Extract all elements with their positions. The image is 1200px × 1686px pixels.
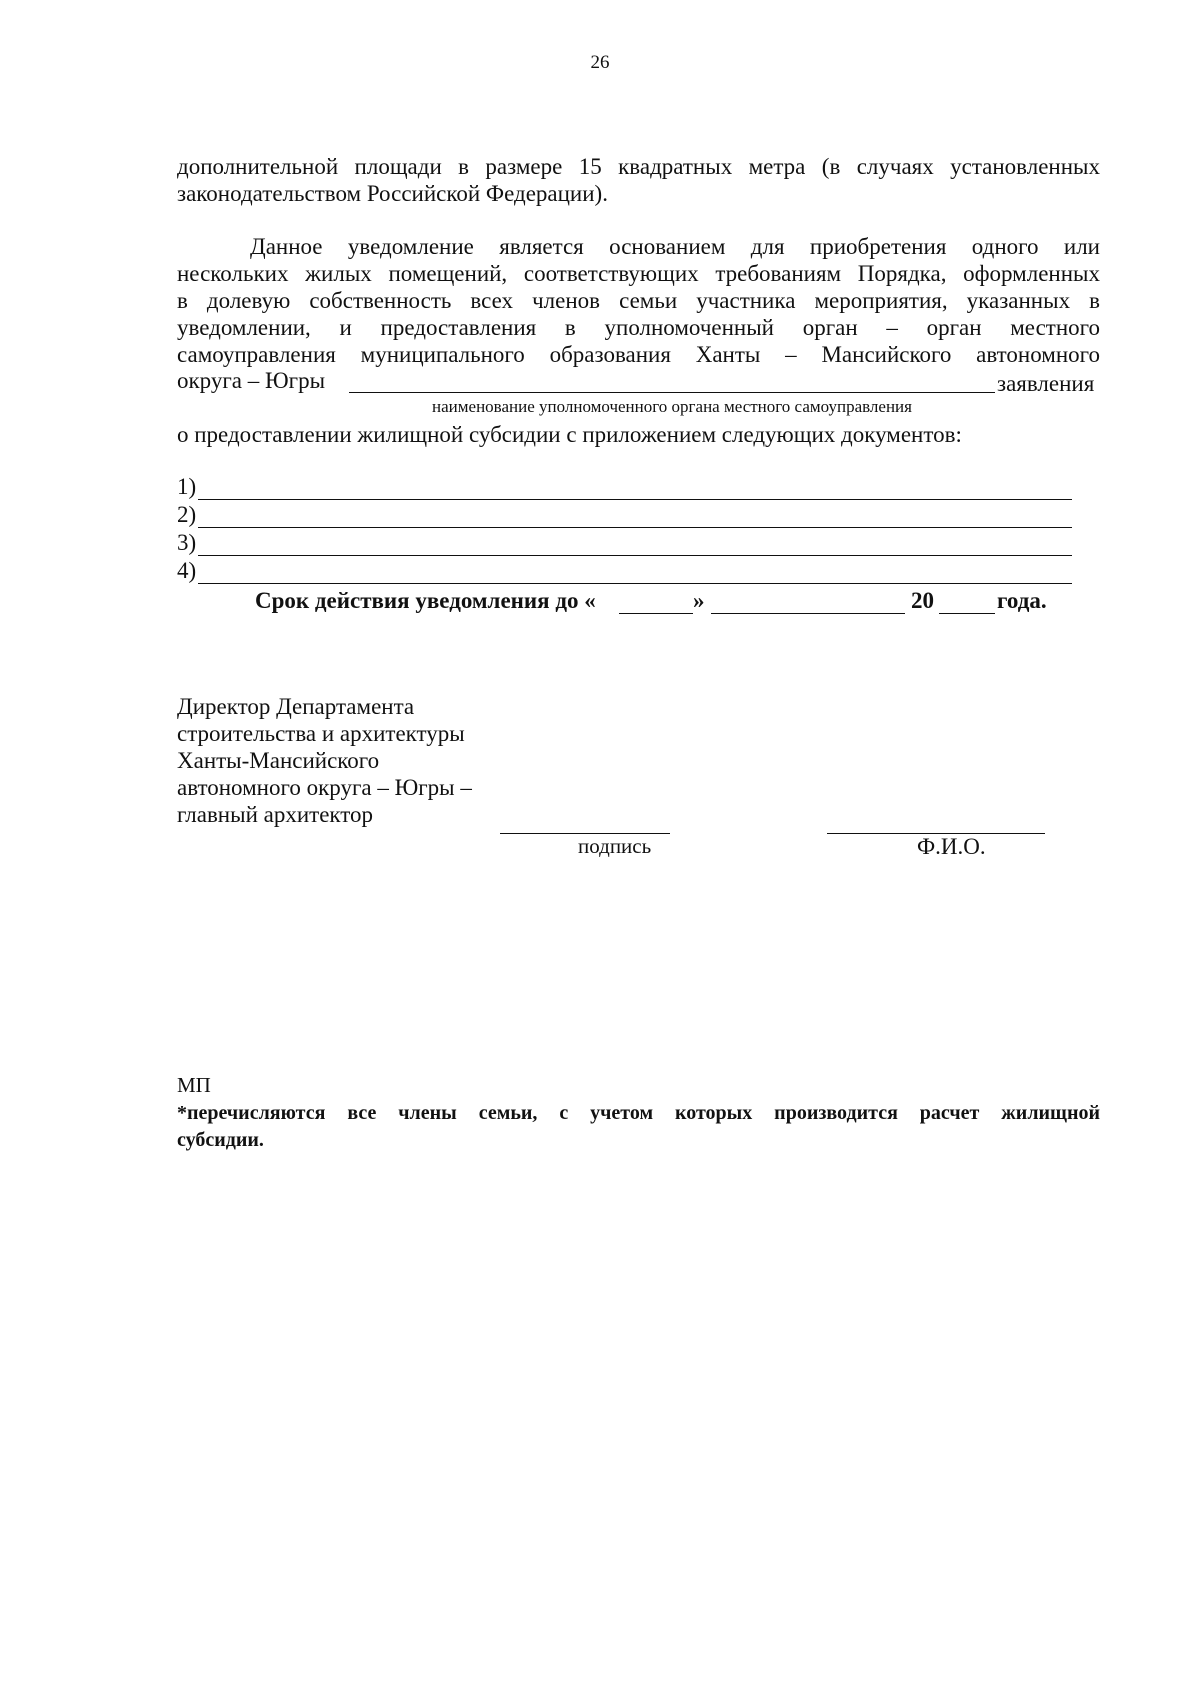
signature-caption: подпись xyxy=(578,834,652,858)
document-list-number: 3) xyxy=(177,530,197,555)
document-list-item xyxy=(177,558,1072,584)
paragraph-line-1: Данное уведомление является основанием для приобретения одного или xyxy=(250,234,1100,259)
authority-name-blank xyxy=(349,392,995,393)
validity-year-blank xyxy=(939,613,995,614)
validity-prefix: Срок действия уведомления до « xyxy=(255,588,596,613)
paragraph-line-7: о предоставлении жилищной субсидии с приложением следующих документов: xyxy=(177,422,962,447)
document-list-item xyxy=(177,474,1072,500)
document-list-item xyxy=(177,530,1072,556)
validity-day-blank xyxy=(619,613,693,614)
signatory-line-2: строительства и архитектуры xyxy=(177,721,465,746)
authority-blank-caption: наименование уполномоченного органа местного самоуправления xyxy=(432,397,912,416)
validity-year-prefix: 20 xyxy=(911,588,934,613)
paragraph-line-5: самоуправления муниципального образования Ханты – Мансийского автономного xyxy=(177,342,1100,367)
signatory-line-1: Директор Департамента xyxy=(177,694,415,719)
paragraph-line-4: уведомлении, и предоставления в уполномоченный орган – орган местного xyxy=(177,315,1100,340)
footnote-line-1: *перечисляются все члены семьи, с учетом которых производится расчет жилищной xyxy=(177,1102,1100,1124)
paragraph-line-6-end: заявления xyxy=(997,371,1095,396)
validity-month-blank xyxy=(711,613,905,614)
document-list-number: 4) xyxy=(177,558,197,583)
signatory-line-3: Ханты-Мансийского xyxy=(177,748,380,773)
document-list-number: 1) xyxy=(177,474,197,499)
paragraph-line-3: в долевую собственность всех членов семьи участника мероприятия, указанных в xyxy=(177,288,1100,313)
document-blank-line xyxy=(198,479,1072,500)
document-blank-line xyxy=(198,563,1072,584)
document-blank-line xyxy=(198,507,1072,528)
page-number: 26 xyxy=(590,52,610,73)
validity-close-quote: » xyxy=(693,588,705,613)
paragraph-line-6-start: округа – Югры xyxy=(177,368,326,393)
seal-label: МП xyxy=(177,1073,211,1097)
document-list-item xyxy=(177,502,1072,528)
intro-line-1: дополнительной площади в размере 15 квадратных метра (в случаях установленных xyxy=(177,154,1100,179)
paragraph-line-2: нескольких жилых помещений, соответствующих требованиям Порядка, оформленных xyxy=(177,261,1100,286)
name-caption: Ф.И.О. xyxy=(917,834,986,859)
intro-line-2: законодательством Российской Федерации). xyxy=(177,181,608,206)
signatory-line-5: главный архитектор xyxy=(177,802,374,827)
document-list-number: 2) xyxy=(177,502,197,527)
signatory-line-4: автономного округа – Югры – xyxy=(177,775,472,800)
footnote-line-2: субсидии. xyxy=(177,1129,264,1151)
document-blank-line xyxy=(198,535,1072,556)
validity-suffix: года. xyxy=(997,588,1047,613)
